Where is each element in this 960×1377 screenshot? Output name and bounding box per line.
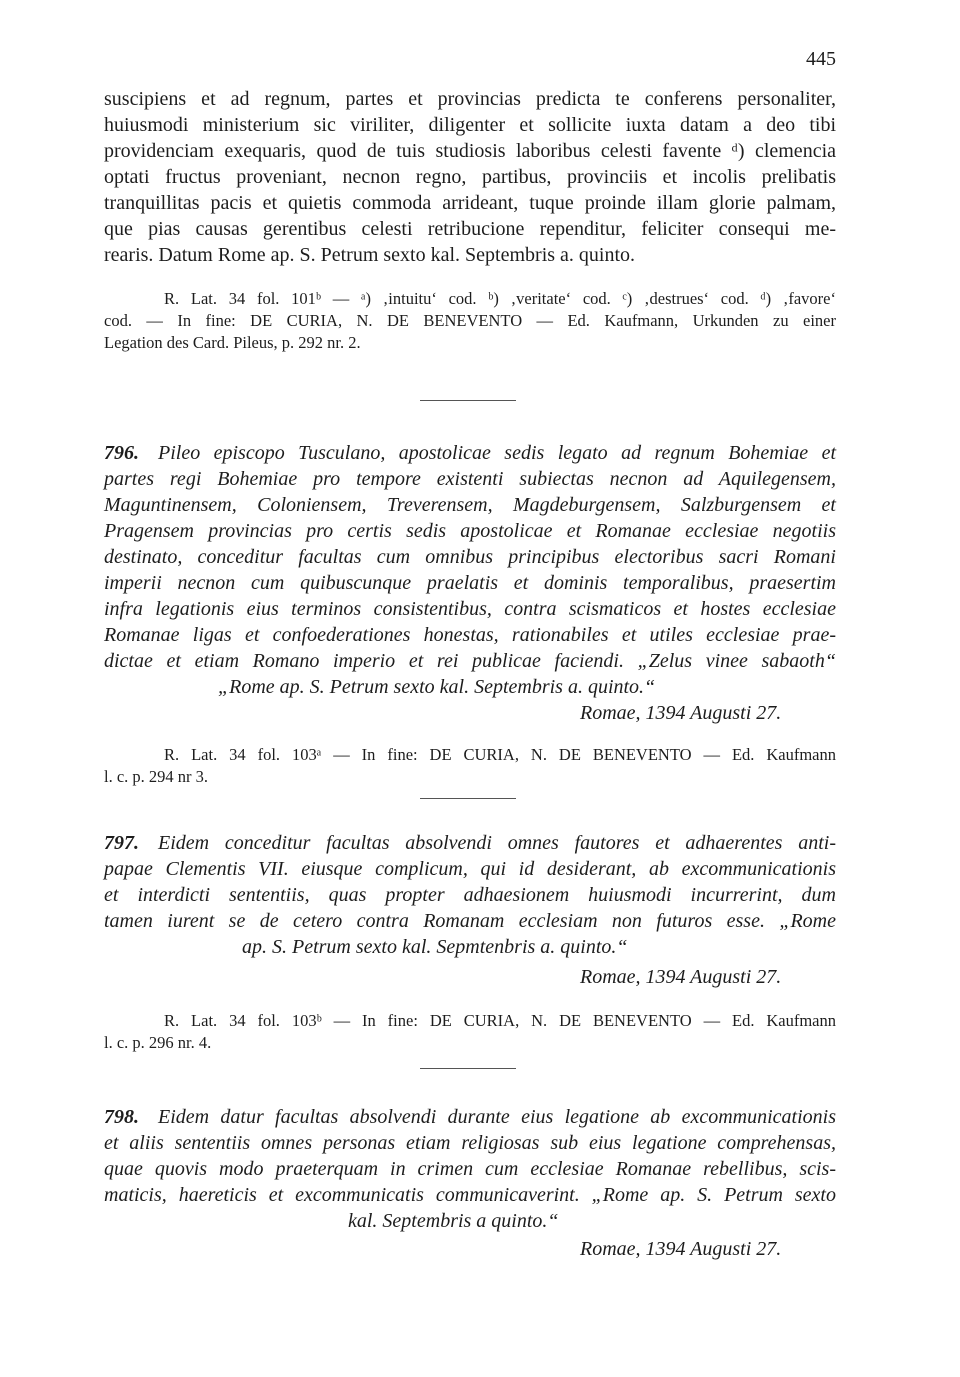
entry-note: l. c. p. 296 nr. 4. [104, 1033, 212, 1052]
entry-line: partes regi Bohemiae pro tempore existenti subiectas necnon ad Aquilegensem, [104, 468, 836, 490]
intro-note: R. Lat. 34 fol. 101ᵇ — ᵃ) ‚intuitu‘ cod. ᵇ) ‚veritate‘ cod. ᶜ) ‚destrues‘ cod. ᵈ) ‚favore‘ [164, 289, 836, 308]
entry-line: Pragensem provincias pro certis sedis apostolicae et Romanae ecclesiae negotiis [104, 520, 836, 542]
entry-line: et interdicti sententiis, quas propter adhaesionem huiusmodi incurrerint, dum [104, 884, 836, 906]
intro-line: tranquillitas pacis et quietis commoda arrideant, tuque proinde illam glorie palmam, [104, 192, 836, 214]
entry-line: et aliis sententiis omnes personas etiam religiosas sub eius legatione comprehensas, [104, 1132, 836, 1154]
dateline: Romae, 1394 Augusti 27. [580, 1238, 782, 1260]
entry-note: R. Lat. 34 fol. 103ᵃ — In fine: DE CURIA, N. DE BENEVENTO — Ed. Kaufmann [164, 745, 836, 764]
entry-line: Maguntinensem, Coloniensem, Treverensem, Magdeburgensem, Salzburgensem et [104, 494, 836, 516]
entry-line: „Rome ap. S. Petrum sexto kal. Septembris a. quinto.“ [218, 676, 656, 698]
intro-line: huiusmodi ministerium sic viriliter, diligenter et sollicite iuxta datam a deo tibi [104, 114, 836, 136]
entry-number: 798. [104, 1106, 139, 1128]
intro-note: Legation des Card. Pileus, p. 292 nr. 2. [104, 333, 361, 352]
intro-line: que pias causas gerentibus celesti retribucione rependitur, feliciter consequi me- [104, 218, 836, 240]
intro-line: optati fructus proveniant, necnon regno, partibus, provinciis et incolis prelibatis [104, 166, 836, 188]
intro-note: cod. — In fine: DE CURIA, N. DE BENEVENTO — Ed. Kaufmann, Urkunden zu einer [104, 311, 836, 330]
intro-line: suscipiens et ad regnum, partes et provincias predicta te conferens personaliter, [104, 88, 836, 110]
entry-note: R. Lat. 34 fol. 103ᵇ — In fine: DE CURIA, N. DE BENEVENTO — Ed. Kaufmann [164, 1011, 836, 1030]
entry-line: infra legationis eius terminos consistentibus, contra scismaticos et hostes ecclesiae [104, 598, 836, 620]
entry-line: ap. S. Petrum sexto kal. Sepmtenbris a. quinto.“ [242, 936, 628, 958]
intro-line: providenciam exequaris, quod de tuis studiosis laboribus celesti favente ᵈ) clemencia [104, 140, 836, 162]
entry-line: tamen iurent se de cetero contra Romanam ecclesiam non futuros esse. „Rome [104, 910, 836, 932]
entry-line: maticis, haereticis et excommunicatis communicaverint. „Rome ap. S. Petrum sexto [104, 1184, 836, 1206]
section-divider [420, 798, 516, 799]
section-divider [420, 1068, 516, 1069]
entry-note: l. c. p. 294 nr 3. [104, 767, 209, 786]
page-number: 445 [806, 48, 836, 70]
entry-line: kal. Septembris a quinto.“ [348, 1210, 559, 1232]
entry-line: dictae et etiam Romano imperio et rei publicae faciendi. „Zelus vinee sabaoth“ [104, 650, 836, 672]
section-divider [420, 400, 516, 401]
entry-line: Romanae ligas et confoederationes honestas, rationabiles et utiles ecclesiae prae- [104, 624, 836, 646]
dateline: Romae, 1394 Augusti 27. [580, 702, 782, 724]
entry-line: papae Clementis VII. eiusque complicum, qui id desiderant, ab excommunicationis [104, 858, 836, 880]
entry-line: Pileo episcopo Tusculano, apostolicae sedis legato ad regnum Bohemiae et [158, 442, 836, 464]
entry-number: 796. [104, 442, 139, 464]
entry-line: Eidem conceditur facultas absolvendi omnes fautores et adhaerentes anti- [158, 832, 836, 854]
entry-number: 797. [104, 832, 139, 854]
dateline: Romae, 1394 Augusti 27. [580, 966, 782, 988]
entry-line: destinato, conceditur facultas cum omnibus principibus electoribus sacri Romani [104, 546, 836, 568]
entry-line: quae quovis modo praeterquam in crimen cum ecclesiae Romanae rebellibus, scis- [104, 1158, 836, 1180]
entry-line: imperii necnon cum quibuscunque praelatis et dominis temporalibus, praesertim [104, 572, 836, 594]
entry-line: Eidem datur facultas absolvendi durante eius legatione ab excommunicationis [158, 1106, 836, 1128]
intro-line: rearis. Datum Rome ap. S. Petrum sexto kal. Septembris a. quinto. [104, 244, 636, 266]
